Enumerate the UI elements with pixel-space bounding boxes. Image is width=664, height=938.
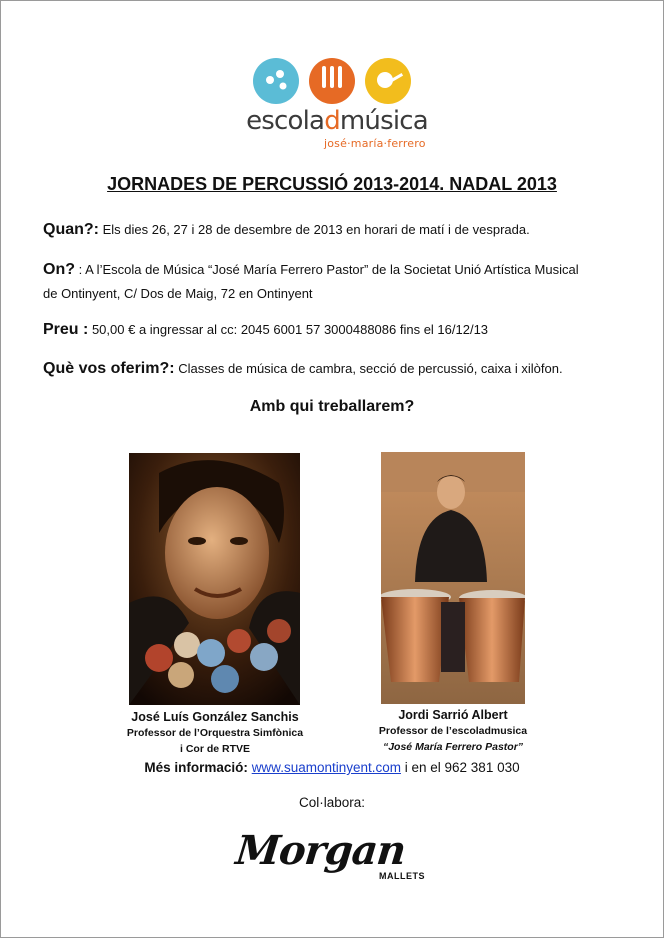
morgan-wordmark: Morgan	[233, 827, 408, 874]
detail-quan	[43, 218, 643, 242]
detail-preu	[43, 318, 643, 342]
detail-quan-text: Els dies 26, 27 i 28 de desembre de 2013 en horari de matí i de vesprada.	[99, 222, 530, 237]
teacher-role-line1: Professor de l’escoladmusica	[378, 725, 528, 737]
detail-quan-label: Quan?:	[43, 221, 99, 238]
teacher-role-line2: “José María Ferrero Pastor”	[382, 741, 524, 753]
teacher-name: Jordi Sarrió Albert	[398, 708, 508, 722]
logo-subline: josé·maría·ferrero	[324, 137, 426, 150]
logo-wordmark-accent: d	[324, 106, 340, 136]
teacher-photo-sarrio	[381, 452, 525, 704]
detail-on-label: On?	[43, 261, 75, 278]
logo-wordmark	[232, 106, 442, 136]
website-link[interactable]: www.suamontinyent.com	[251, 760, 401, 775]
teacher-photo-sarrio-image	[381, 452, 525, 704]
teacher-photo-gonzalez-image	[129, 453, 300, 705]
detail-on-text-line2: de Ontinyent, C/ Dos de Maig, 72 en Ontinyent	[43, 286, 313, 301]
detail-preu-text: 50,00 € a ingressar al cc: 2045 6001 57 3000488086 fins el 16/12/13	[88, 322, 489, 337]
page-title: JORNADES DE PERCUSSIÓ 2013-2014. NADAL 2013	[107, 174, 557, 194]
more-info	[0, 760, 664, 775]
detail-que	[43, 357, 643, 381]
teacher-role-line2: i Cor de RTVE	[179, 743, 250, 755]
logo-wordmark-prefix: escola	[246, 106, 325, 136]
more-info-label: Més informació:	[144, 760, 248, 775]
teacher-photo-gonzalez	[129, 453, 300, 705]
morgan-mallets-logo	[232, 827, 437, 889]
more-info-phone: i en el 962 381 030	[401, 760, 520, 775]
detail-que-text: Classes de música de cambra, secció de percussió, caixa i xilòfon.	[174, 361, 563, 376]
section-subtitle: Amb qui treballarem?	[249, 398, 415, 415]
detail-on-text-line1: : A l’Escola de Música “José María Ferrero Pastor” de la Societat Unió Artística Musical	[75, 262, 579, 277]
teacher-role-line1: Professor de l’Orquestra Simfònica	[126, 727, 304, 739]
escoladmusica-logo	[232, 56, 442, 152]
teacher-caption-gonzalez	[100, 709, 330, 757]
detail-que-label: Què vos oferim?:	[43, 360, 175, 377]
logo-wordmark-suffix: música	[339, 106, 428, 136]
detail-on	[43, 258, 643, 306]
logo-circles-icon	[252, 56, 412, 106]
teacher-name: José Luís González Sanchis	[131, 710, 299, 724]
detail-preu-label: Preu :	[43, 321, 89, 338]
collab-label: Col·labora:	[298, 795, 366, 810]
morgan-submark: MALLETS	[379, 871, 425, 881]
teacher-caption-sarrio	[353, 707, 553, 755]
